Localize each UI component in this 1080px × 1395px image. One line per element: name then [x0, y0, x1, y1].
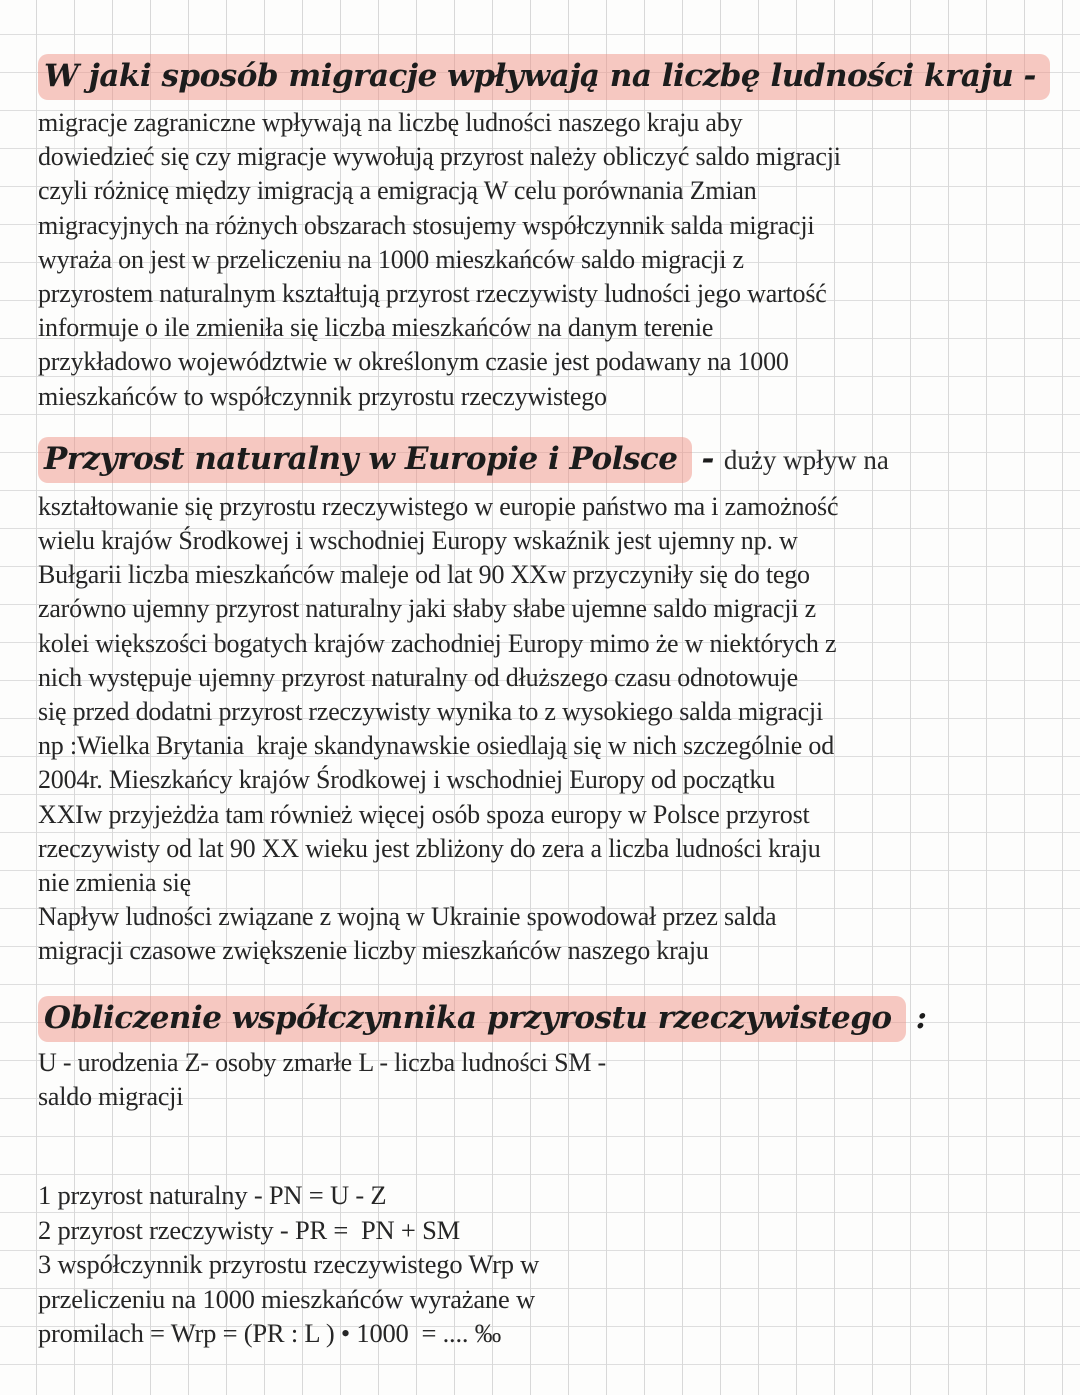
- text-line: migracje zagraniczne wpływają na liczbę ludności naszego kraju aby: [38, 108, 743, 137]
- text-line: przyrostem naturalnym kształtują przyrost rzeczywisty ludności jego wartość: [38, 279, 827, 309]
- text-line: nich występuje ujemny przyrost naturalny od dłuższego czasu odnotowuje: [38, 662, 799, 692]
- text-line: dowiedzieć się czy migracje wywołują przyrost należy obliczyć saldo migracji: [38, 142, 841, 172]
- text-line: wielu krajów Środkowej i wschodniej Europy wskaźnik jest ujemny np. w: [38, 526, 798, 556]
- section-heading-highlighted: [38, 996, 1048, 1040]
- text-line: XXIw przyjeżdża tam również więcej osób spoza europy w Polsce przyrost: [38, 799, 810, 829]
- text-line: Napływ ludności związane z wojną w Ukrainie spowodował przez salda: [38, 902, 777, 932]
- text-line: informuje o ile zmieniła się liczba mieszkańców na danym terenie: [38, 313, 714, 343]
- text-line: 3 współczynnik przyrostu rzeczywistego Wrp w: [38, 1249, 540, 1280]
- highlighted-heading-text: Przyrost naturalny w Europie i Polsce: [38, 437, 692, 483]
- text-line: 2 przyrost rzeczywisty - PR = PN + SM: [38, 1214, 460, 1245]
- section-natural-growth-europe: [38, 437, 1048, 969]
- text-line: 2004r. Mieszkańcy krajów Środkowej i wschodniej Europy od początku: [38, 765, 776, 795]
- text-line: kolei większości bogatych krajów zachodniej Europy mimo że w niektórych z: [38, 628, 837, 658]
- text-line: promilach = Wrp = (PR : L ) • 1000 = .... ‰: [38, 1318, 502, 1349]
- heading-colon: :: [915, 999, 927, 1036]
- section-heading-highlighted: [38, 54, 1048, 98]
- formulas-paragraph: [38, 1178, 1048, 1351]
- text-line: kształtowanie się przyrostu rzeczywistego w europie państwo ma i zamożność: [38, 491, 839, 521]
- text-line: przykładowo województwie w określonym czasie jest podawany na 1000: [38, 347, 789, 377]
- text-line: 1 przyrost naturalny - PN = U - Z: [38, 1180, 387, 1211]
- text-line: nie zmienia się: [38, 868, 191, 898]
- text-line: czyli różnicę między imigracją a emigracją W celu porównania Zmian: [38, 176, 757, 206]
- text-line: saldo migracji: [38, 1081, 184, 1111]
- section-heading-highlighted: [38, 437, 1048, 482]
- highlighted-heading-text: W jaki sposób migracje wpływają na liczbę ludności kraju -: [38, 54, 1050, 100]
- text-line: zarówno ujemny przyrost naturalny jaki słaby słabe ujemne saldo migracji z: [38, 594, 816, 624]
- text-line: U - urodzenia Z- osoby zmarłe L - liczba ludności SM -: [38, 1047, 607, 1077]
- text-line: migracji czasowe zwiększenie liczby mieszkańców naszego kraju: [38, 936, 709, 966]
- notes-content: [38, 54, 1048, 1351]
- text-line: rzeczywisty od lat 90 XX wieku jest zbliżony do zera a liczba ludności kraju: [38, 833, 821, 863]
- text-line: wyraża on jest w przeliczeniu na 1000 mieszkańców saldo migracji z: [38, 244, 744, 274]
- text-line: migracyjnych na różnych obszarach stosujemy współczynnik salda migracji: [38, 210, 815, 240]
- text-line: się przed dodatni przyrost rzeczywisty wynika to z wysokiego salda migracji: [38, 697, 823, 727]
- paragraph: [38, 490, 1048, 969]
- highlighted-heading-text: Obliczenie współczynnika przyrostu rzeczywistego: [38, 996, 906, 1042]
- text-line: mieszkańców to współczynnik przyrostu rzeczywistego: [38, 381, 607, 411]
- section-migrations-effect: [38, 54, 1048, 414]
- text-line: np :Wielka Brytania kraje skandynawskie osiedlają się w nich szczególnie od: [38, 731, 834, 761]
- text-line: Bułgarii liczba mieszkańców maleje od lat 90 XXw przyczyniły się do tego: [38, 560, 810, 590]
- heading-dash: -: [701, 440, 714, 477]
- paragraph: [38, 106, 1048, 414]
- heading-suffix-text: duży wpływ na: [723, 444, 889, 475]
- legend-paragraph: [38, 1046, 1048, 1114]
- section-coefficient-calculation: [38, 996, 1048, 1351]
- text-line: przeliczeniu na 1000 mieszkańców wyrażane w: [38, 1283, 535, 1314]
